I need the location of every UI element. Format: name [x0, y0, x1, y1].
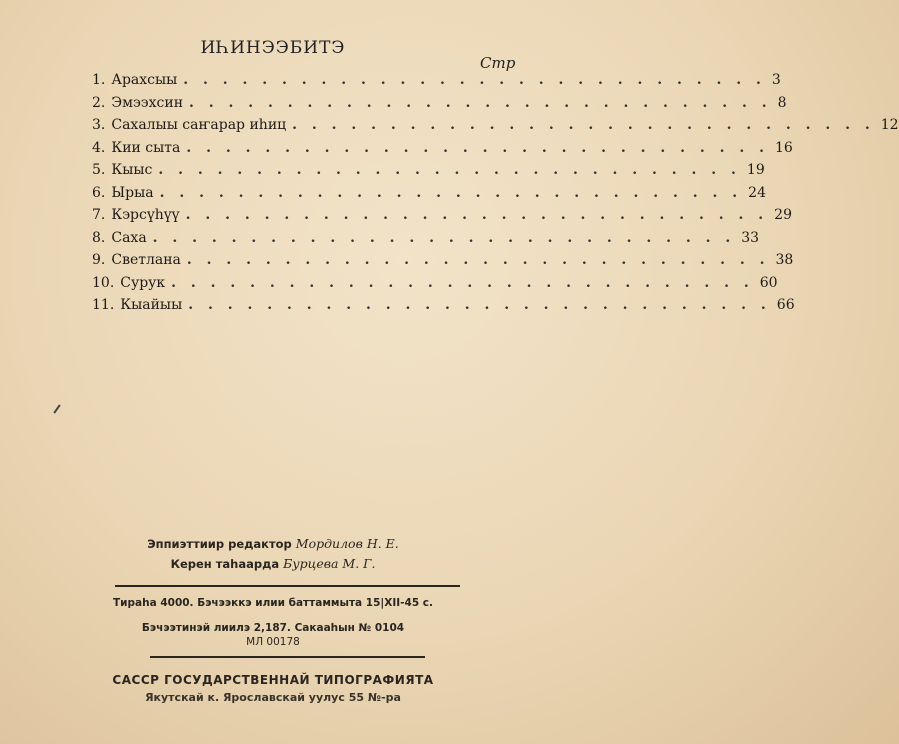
toc-title: Арахсыы	[111, 72, 178, 88]
editor-line	[0, 536, 546, 551]
toc-page: 19	[746, 162, 765, 178]
toc-leader: . . . . . . . . . . . . . . . . . . . . . . . . . . . . . .	[188, 297, 771, 313]
toc-title: Кии сыта	[111, 139, 181, 156]
editor-label: Эппиэттиир редактор	[147, 537, 292, 551]
toc-page: 38	[775, 252, 794, 268]
toc-leader: . . . . . . . . . . . . . . . . . . . . . . . . . . . . . .	[159, 184, 743, 201]
printer-name: САССР ГОСУДАРСТВЕННАЙ ТИПОГРАФИЯТА	[112, 673, 434, 687]
toc-page: 33	[741, 229, 760, 246]
toc-page: 29	[774, 207, 792, 223]
toc-row	[92, 117, 899, 140]
divider	[150, 656, 425, 658]
toc-title: Ырыа	[111, 184, 154, 201]
printer-address: Якутскай к. Ярославскай уулус 55 №-ра	[145, 691, 401, 704]
toc-leader: . . . . . . . . . . . . . . . . . . . . . . . . . . . . . .	[186, 252, 770, 268]
toc-page: 3	[771, 72, 781, 88]
page-title: ИҺИНЭЭБИТЭ	[200, 38, 346, 58]
corrector-line	[0, 556, 546, 571]
toc-page: 66	[776, 297, 795, 313]
toc-number: 2.	[92, 94, 106, 111]
toc-row	[92, 162, 765, 185]
toc-row	[92, 207, 792, 230]
toc-row	[92, 139, 793, 163]
toc-title: Сахалыы саҥарар иһиц	[111, 117, 287, 133]
toc-title: Светлана	[111, 252, 181, 268]
license-line: МЛ 00178	[246, 636, 300, 648]
order-line: Бэчээтинэй лиилэ 2,187. Сакааһын № 0104	[141, 622, 405, 634]
toc-number: 9.	[92, 252, 106, 268]
toc-leader: . . . . . . . . . . . . . . . . . . . . . . . . . . . . . .	[158, 162, 741, 178]
toc-page: 12	[880, 117, 899, 133]
toc-row	[92, 297, 795, 320]
toc-title: Кэрсүһүү	[111, 207, 180, 223]
corrector-name: Бурцева М. Г.	[283, 556, 376, 571]
toc-row	[92, 184, 766, 208]
editor-name: Мордилов Н. Е.	[295, 536, 399, 551]
toc-number: 3.	[92, 117, 106, 133]
toc-row	[92, 252, 794, 275]
toc-number: 4.	[92, 139, 106, 156]
toc-leader: . . . . . . . . . . . . . . . . . . . . . . . . . . . . . .	[185, 207, 769, 223]
toc-leader: . . . . . . . . . . . . . . . . . . . . . . . . . . . . . .	[292, 117, 875, 133]
toc-number: 1.	[92, 72, 106, 88]
toc-number: 10.	[92, 274, 115, 291]
toc-leader: . . . . . . . . . . . . . . . . . . . . . . . . . . . . . .	[189, 94, 772, 111]
toc-leader: . . . . . . . . . . . . . . . . . . . . . . . . . . . . . .	[183, 72, 766, 88]
toc-title: Кыыс	[111, 162, 153, 178]
toc-page: 16	[774, 139, 793, 156]
table-of-contents	[92, 72, 899, 320]
toc-number: 6.	[92, 184, 106, 201]
toc-page: 24	[748, 184, 766, 201]
print-run-line: Тираһа 4000. Бэчээккэ илии баттаммыта 15|XII-45 с.	[113, 597, 433, 609]
toc-page: 8	[777, 94, 787, 111]
pencil-mark	[53, 404, 60, 413]
toc-leader: . . . . . . . . . . . . . . . . . . . . . . . . . . . . . .	[186, 139, 769, 156]
toc-number: 7.	[92, 207, 106, 223]
toc-leader: . . . . . . . . . . . . . . . . . . . . . . . . . . . . . .	[171, 274, 754, 291]
toc-number: 11.	[92, 297, 115, 313]
toc-number: 5.	[92, 162, 106, 178]
toc-row	[92, 72, 781, 95]
toc-leader: . . . . . . . . . . . . . . . . . . . . . . . . . . . . . .	[152, 229, 736, 246]
corrector-label: Керен таһаарда	[170, 557, 280, 571]
toc-title: Кыайыы	[120, 297, 183, 313]
toc-row	[92, 94, 787, 118]
toc-title: Эмээхсин	[111, 94, 184, 111]
toc-row	[92, 274, 778, 298]
toc-row	[92, 229, 760, 253]
toc-title: Сурук	[120, 274, 166, 291]
toc-title: Саха	[111, 229, 147, 246]
divider	[115, 585, 460, 587]
toc-page: 60	[759, 274, 778, 291]
toc-number: 8.	[92, 229, 106, 246]
page-column-header: Стр	[480, 54, 516, 72]
